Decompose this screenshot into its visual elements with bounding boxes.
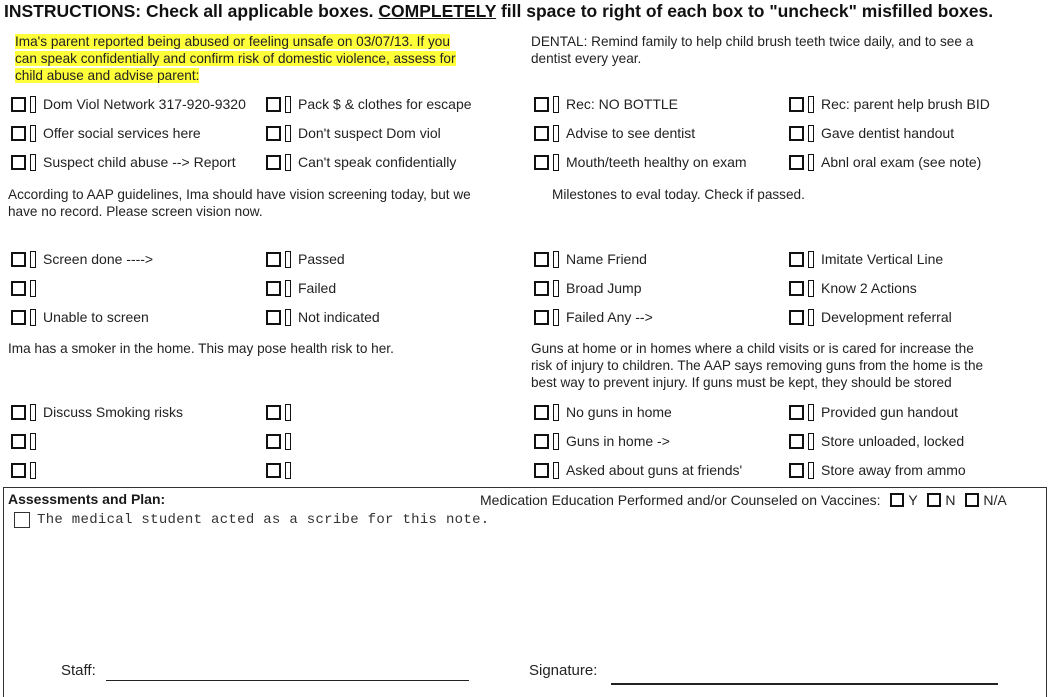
uncheck-space[interactable] (808, 309, 814, 326)
med-yes-checkbox[interactable] (890, 493, 904, 507)
checkbox-item[interactable] (11, 122, 246, 144)
checkbox-item[interactable] (534, 93, 747, 115)
checkbox[interactable] (789, 252, 804, 267)
checkbox-item[interactable] (266, 306, 380, 328)
vision-col2 (266, 248, 380, 328)
checkbox-label: Dom Viol Network 317-920-9320 (43, 96, 246, 112)
scribe-checkbox[interactable] (14, 512, 30, 528)
abuse-note-line2: can speak confidentially and confirm risk of domestic violence, assess for (15, 51, 456, 66)
abuse-note (15, 33, 456, 84)
uncheck-space[interactable] (808, 462, 814, 479)
checkbox[interactable] (11, 97, 26, 112)
uncheck-space[interactable] (808, 280, 814, 297)
checkbox-item[interactable] (11, 151, 246, 173)
checkbox-label: Failed (298, 280, 337, 296)
checkbox[interactable] (534, 281, 549, 296)
checkbox-item[interactable] (11, 248, 153, 270)
checkbox[interactable] (266, 405, 281, 420)
uncheck-space[interactable] (30, 280, 36, 297)
scribe-text: The medical student acted as a scribe for this note. (37, 512, 490, 528)
checkbox[interactable] (11, 281, 26, 296)
med-no-checkbox[interactable] (927, 493, 941, 507)
med-yes-label: Y (908, 492, 918, 508)
abuse-col1 (11, 93, 246, 173)
checkbox-item[interactable] (266, 430, 298, 452)
checkbox-item[interactable] (534, 306, 653, 328)
checkbox-label: Name Friend (566, 251, 647, 267)
checkbox-item[interactable] (534, 151, 747, 173)
checkbox[interactable] (789, 463, 804, 478)
checkbox-label: Can't speak confidentially (298, 154, 457, 170)
checkbox-label: Suspect child abuse --> Report (43, 154, 236, 170)
uncheck-space[interactable] (553, 251, 559, 268)
checkbox[interactable] (11, 155, 26, 170)
checkbox-item[interactable] (11, 459, 183, 481)
checkbox[interactable] (534, 434, 549, 449)
checkbox[interactable] (266, 97, 281, 112)
uncheck-space[interactable] (808, 125, 814, 142)
checkbox-label: Mouth/teeth healthy on exam (566, 154, 747, 170)
uncheck-space[interactable] (30, 433, 36, 450)
checkbox[interactable] (534, 252, 549, 267)
checkbox-label: Asked about guns at friends' (566, 462, 743, 478)
staff-line[interactable] (106, 679, 469, 681)
checkbox[interactable] (11, 405, 26, 420)
uncheck-space[interactable] (285, 404, 291, 421)
checkbox-label: Failed Any --> (566, 309, 653, 325)
uncheck-space[interactable] (285, 251, 291, 268)
checkbox[interactable] (11, 126, 26, 141)
checkbox-label: Store unloaded, locked (821, 433, 965, 449)
dental-note (531, 33, 973, 67)
checkbox[interactable] (11, 310, 26, 325)
checkbox[interactable] (266, 126, 281, 141)
checkbox-label: Guns in home -> (566, 433, 670, 449)
vision-note-line1: According to AAP guidelines, Ima should have vision screening today, but we (8, 187, 471, 202)
checkbox[interactable] (266, 155, 281, 170)
vision-col1 (11, 248, 153, 328)
checkbox-label: Store away from ammo (821, 462, 966, 478)
uncheck-space[interactable] (553, 433, 559, 450)
milestone-col1 (534, 248, 653, 328)
guns-note-line1: Guns at home or in homes where a child visits or is cared for increase the (531, 341, 974, 356)
uncheck-space[interactable] (30, 251, 36, 268)
checkbox[interactable] (266, 434, 281, 449)
checkbox-item[interactable] (789, 459, 966, 481)
checkbox[interactable] (534, 97, 549, 112)
dental-note-line2: dentist every year. (531, 51, 642, 66)
checkbox[interactable] (789, 155, 804, 170)
checkbox[interactable] (534, 126, 549, 141)
checkbox[interactable] (266, 310, 281, 325)
checkbox-item[interactable] (266, 122, 472, 144)
uncheck-space[interactable] (553, 96, 559, 113)
checkbox-label: Abnl oral exam (see note) (821, 154, 982, 170)
uncheck-space[interactable] (285, 433, 291, 450)
uncheck-space[interactable] (808, 154, 814, 171)
uncheck-space[interactable] (553, 125, 559, 142)
checkbox[interactable] (266, 281, 281, 296)
med-na-label: N/A (983, 492, 1007, 508)
abuse-note-line3: child abuse and advise parent: (15, 68, 200, 83)
uncheck-space[interactable] (553, 154, 559, 171)
vision-note-line2: have no record. Please screen vision now. (8, 204, 263, 219)
checkbox-item[interactable] (534, 459, 742, 481)
checkbox-label: Don't suspect Dom viol (298, 125, 441, 141)
checkbox-label: Discuss Smoking risks (43, 404, 184, 420)
checkbox[interactable] (789, 434, 804, 449)
uncheck-space[interactable] (553, 404, 559, 421)
instructions-header (4, 1, 993, 22)
vision-note (8, 186, 471, 220)
checkbox-item[interactable] (266, 248, 380, 270)
uncheck-space[interactable] (30, 462, 36, 479)
checkbox[interactable] (789, 97, 804, 112)
checkbox-item[interactable] (789, 401, 966, 423)
checkbox-item[interactable] (534, 430, 742, 452)
guns-note-line3: best way to prevent injury. If guns must be kept, they should be stored (531, 375, 952, 390)
staff-label: Staff: (61, 662, 96, 679)
checkbox-label: Offer social services here (43, 125, 201, 141)
checkbox-item[interactable] (789, 248, 952, 270)
checkbox-item[interactable] (11, 430, 183, 452)
smoking-col2 (266, 401, 298, 481)
uncheck-space[interactable] (285, 96, 291, 113)
checkbox-label: Not indicated (298, 309, 380, 325)
checkbox-label: Provided gun handout (821, 404, 958, 420)
checkbox-item[interactable] (789, 430, 966, 452)
checkbox-item[interactable] (266, 401, 298, 423)
checkbox-item[interactable] (534, 248, 653, 270)
checkbox[interactable] (11, 252, 26, 267)
uncheck-space[interactable] (285, 280, 291, 297)
milestones-note: Milestones to eval today. Check if passed. (552, 187, 805, 202)
abuse-col2 (266, 93, 472, 173)
uncheck-space[interactable] (553, 309, 559, 326)
uncheck-space[interactable] (808, 433, 814, 450)
checkbox[interactable] (266, 252, 281, 267)
abuse-note-line1: Ima's parent reported being abused or feeling unsafe on 03/07/13. If you (15, 34, 450, 49)
checkbox-label: Pack $ & clothes for escape (298, 96, 472, 112)
med-na-checkbox[interactable] (965, 493, 979, 507)
med-education-label: Medication Education Performed and/or Counseled on Vaccines: (480, 492, 881, 508)
med-no-label: N (945, 492, 956, 508)
instructions-prefix: INSTRUCTIONS: Check all applicable boxes. (4, 1, 374, 21)
signature-label: Signature: (529, 662, 598, 679)
uncheck-space[interactable] (285, 125, 291, 142)
checkbox-item[interactable] (789, 122, 990, 144)
checkbox-item[interactable] (266, 151, 472, 173)
uncheck-space[interactable] (30, 309, 36, 326)
checkbox-label: Passed (298, 251, 345, 267)
checkbox-item[interactable] (11, 277, 153, 299)
checkbox-item[interactable] (534, 122, 747, 144)
checkbox[interactable] (789, 281, 804, 296)
checkbox-item[interactable] (11, 306, 153, 328)
uncheck-space[interactable] (30, 154, 36, 171)
checkbox-label: Screen done ----> (43, 251, 154, 267)
uncheck-space[interactable] (808, 251, 814, 268)
milestone-col2 (789, 248, 952, 328)
checkbox[interactable] (11, 434, 26, 449)
checkbox-item[interactable] (789, 93, 990, 115)
med-education (480, 492, 1007, 508)
dental-col2 (789, 93, 990, 173)
checkbox-item[interactable] (11, 93, 246, 115)
guns-col1 (534, 401, 742, 481)
checkbox[interactable] (534, 155, 549, 170)
guns-col2 (789, 401, 966, 481)
dental-note-line1: DENTAL: Remind family to help child brush teeth twice daily, and to see a (531, 34, 974, 49)
checkbox[interactable] (11, 463, 26, 478)
checkbox[interactable] (789, 405, 804, 420)
checkbox-label: Unable to screen (43, 309, 149, 325)
instructions-suffix: fill space to right of each box to "uncheck" misfilled boxes. (496, 1, 994, 21)
checkbox[interactable] (266, 463, 281, 478)
checkbox-label: Know 2 Actions (821, 280, 917, 296)
smoking-col1 (11, 401, 183, 481)
checkbox-label: No guns in home (566, 404, 672, 420)
guns-note (531, 340, 983, 391)
checkbox-item[interactable] (534, 277, 653, 299)
checkbox-item[interactable] (789, 306, 952, 328)
checkbox[interactable] (534, 405, 549, 420)
guns-note-line2: risk of injury to children. The AAP says removing guns from the home is the (531, 358, 984, 373)
checkbox[interactable] (534, 463, 549, 478)
checkbox-item[interactable] (789, 277, 952, 299)
plan-title: Assessments and Plan: (8, 491, 166, 507)
dental-col1 (534, 93, 747, 173)
uncheck-space[interactable] (553, 462, 559, 479)
uncheck-space[interactable] (285, 309, 291, 326)
checkbox[interactable] (534, 310, 549, 325)
checkbox-label: Imitate Vertical Line (821, 251, 944, 267)
uncheck-space[interactable] (30, 404, 36, 421)
checkbox-label: Rec: NO BOTTLE (566, 96, 679, 112)
checkbox-item[interactable] (266, 93, 472, 115)
checkbox-item[interactable] (789, 151, 990, 173)
checkbox-label: Development referral (821, 309, 952, 325)
uncheck-space[interactable] (285, 154, 291, 171)
checkbox[interactable] (789, 126, 804, 141)
uncheck-space[interactable] (285, 462, 291, 479)
uncheck-space[interactable] (553, 280, 559, 297)
checkbox-label: Broad Jump (566, 280, 642, 296)
checkbox-label: Gave dentist handout (821, 125, 955, 141)
uncheck-space[interactable] (30, 125, 36, 142)
uncheck-space[interactable] (30, 96, 36, 113)
instructions-emphasis: COMPLETELY (378, 1, 497, 21)
uncheck-space[interactable] (808, 404, 814, 421)
checkbox-label: Rec: parent help brush BID (821, 96, 990, 112)
uncheck-space[interactable] (808, 96, 814, 113)
checkbox-item[interactable] (266, 277, 380, 299)
checkbox-item[interactable] (11, 401, 183, 423)
checkbox-item[interactable] (266, 459, 298, 481)
checkbox[interactable] (789, 310, 804, 325)
smoker-note: Ima has a smoker in the home. This may pose health risk to her. (8, 341, 394, 356)
signature-line[interactable] (611, 682, 998, 685)
checkbox-label: Advise to see dentist (566, 125, 696, 141)
checkbox-item[interactable] (534, 401, 742, 423)
